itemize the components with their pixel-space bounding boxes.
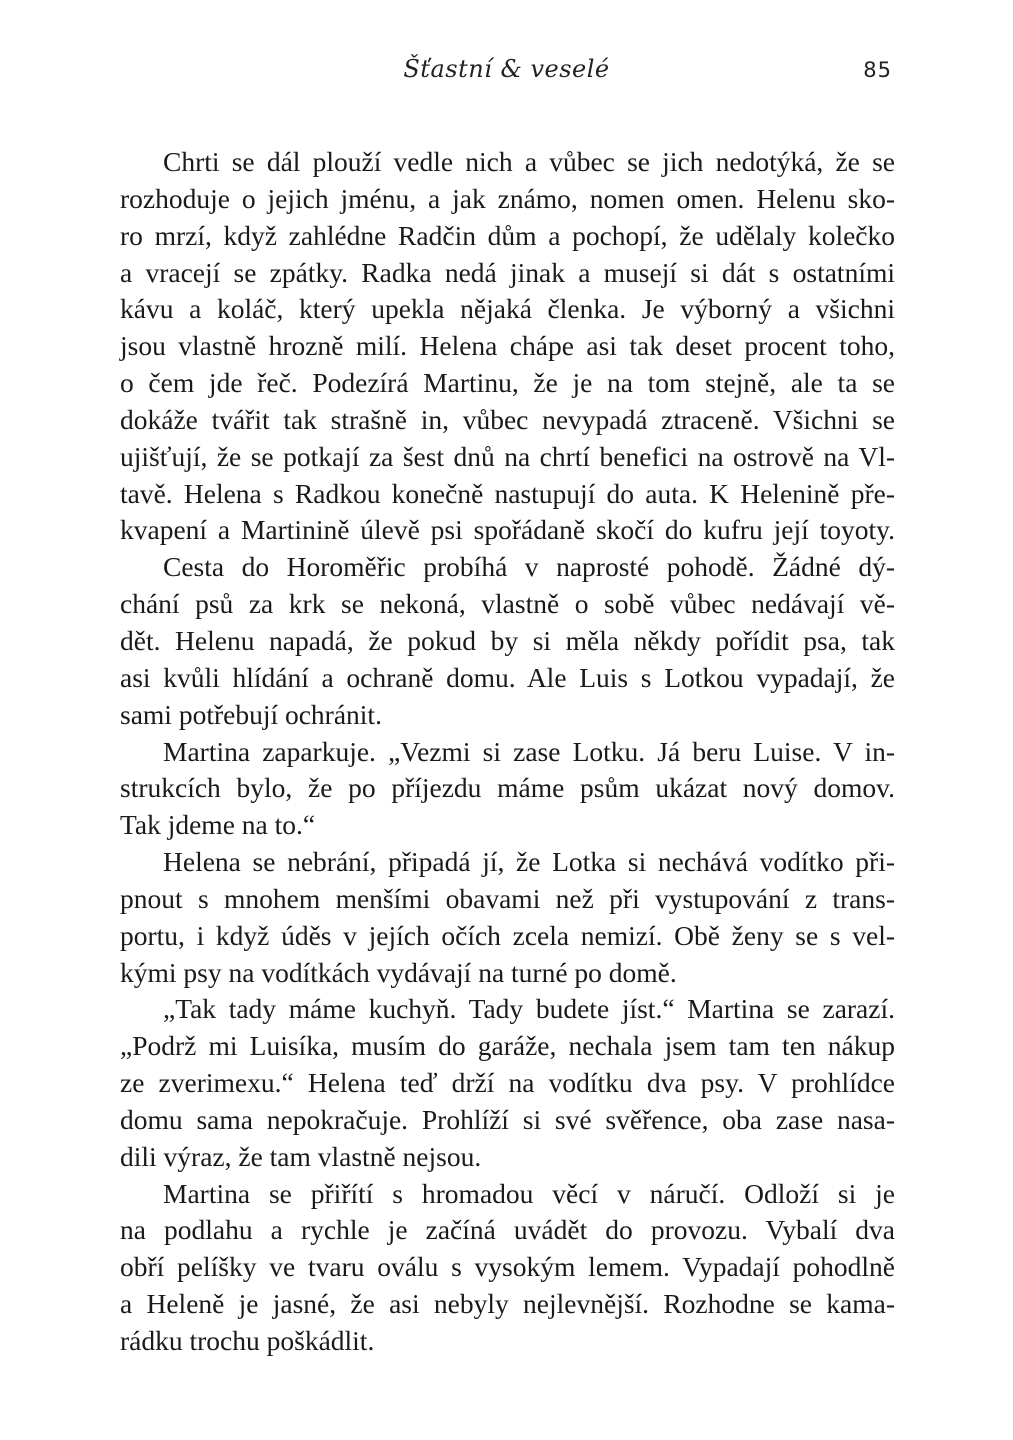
text-line: Chrti se dál plouží vedle nich a vůbec se jich nedotýká, že se bbox=[163, 146, 895, 177]
body-text bbox=[120, 144, 895, 1360]
text-line: o čem jde řeč. Podezírá Martinu, že je na tom stejně, ale ta se bbox=[120, 367, 895, 399]
paragraph bbox=[120, 844, 895, 991]
text-line: asi kvůli hlídání a ochraně domu. Ale Luis s Lotkou vypadají, že bbox=[120, 661, 895, 693]
text-line: kávu a koláč, který upekla nějaká členka. Je výborný a všichni bbox=[120, 293, 895, 325]
text-line: jsou vlastně hrozně milí. Helena chápe asi tak deset procent toho, bbox=[120, 330, 895, 362]
text-line: dokáže tvářit tak strašně in, vůbec nevypadá ztraceně. Všichni se bbox=[120, 403, 895, 435]
text-line: kými psy na vodítkách vydávají na turné po domě. bbox=[120, 956, 677, 988]
paragraph bbox=[120, 1176, 895, 1360]
text-line: ze zverimexu.“ Helena teď drží na vodítku dva psy. V prohlídce bbox=[120, 1067, 895, 1099]
text-line: tavě. Helena s Radkou konečně nastupují do auta. K Helenině pře- bbox=[120, 477, 895, 509]
paragraph bbox=[120, 549, 895, 733]
text-line: Cesta do Horoměřic probíhá v naprosté pohodě. Žádné dý- bbox=[163, 551, 895, 583]
text-line: chání psů za krk se nekoná, vlastně o sobě vůbec nedávají vě- bbox=[120, 588, 895, 620]
header-title: Šťastní & veselé bbox=[403, 55, 610, 83]
text-line: ro mrzí, když zahlédne Radčin dům a pochopí, že udělaly kolečko bbox=[120, 219, 895, 251]
text-line: kvapení a Martinině úlevě psi spořádaně skočí do kufru její toyoty. bbox=[120, 514, 895, 546]
text-line: ujišťují, že se potkají za šest dnů na chrtí benefici na ostrově na Vl- bbox=[120, 440, 895, 472]
text-line: portu, i když úděs v jejích očích zcela nemizí. Obě ženy se s vel- bbox=[120, 919, 895, 951]
text-line: rádku trochu poškádlit. bbox=[120, 1325, 375, 1356]
text-line: „Tak tady máme kuchyň. Tady budete jíst.“ Martina se zarazí. bbox=[163, 993, 895, 1025]
paragraph bbox=[120, 144, 895, 549]
text-line: a vracejí se zpátky. Radka nedá jinak a musejí si dát s ostatními bbox=[120, 256, 895, 288]
text-line: Martina zaparkuje. „Vezmi si zase Lotku. Já beru Luise. V in- bbox=[163, 735, 895, 767]
text-line: Helena se nebrání, připadá jí, že Lotka si nechává vodítko při- bbox=[163, 846, 895, 878]
text-line: dět. Helenu napadá, že pokud by si měla někdy pořídit psa, tak bbox=[120, 624, 895, 656]
text-line: a Heleně je jasné, že asi nebyly nejlevnější. Rozhodne se kama- bbox=[120, 1288, 895, 1320]
text-line: Martina se přiřítí s hromadou věcí v náručí. Odloží si je bbox=[163, 1177, 895, 1209]
text-line: „Podrž mi Luisíka, musím do garáže, nechala jsem tam ten nákup bbox=[120, 1030, 895, 1062]
text-line: domu sama nepokračuje. Prohlíží si své svěřence, oba zase nasa- bbox=[120, 1103, 895, 1135]
text-line: Tak jdeme na to.“ bbox=[120, 809, 316, 841]
text-line: strukcích bylo, že po příjezdu máme psům ukázat nový domov. bbox=[120, 772, 895, 804]
text-line: pnout s mnohem menšími obavami než při vystupování z trans- bbox=[120, 882, 895, 914]
text-line: na podlahu a rychle je začíná uvádět do provozu. Vybalí dva bbox=[120, 1214, 895, 1246]
text-line: obří pelíšky ve tvaru oválu s vysokým lemem. Vypadají pohodlně bbox=[120, 1251, 895, 1283]
paragraph bbox=[120, 734, 895, 845]
paragraph bbox=[120, 991, 895, 1175]
text-line: rozhoduje o jejich jménu, a jak známo, nomen omen. Helenu sko- bbox=[120, 182, 895, 214]
page-number: 85 bbox=[863, 58, 892, 82]
text-line: dili výraz, že tam vlastně nejsou. bbox=[120, 1140, 482, 1172]
text-line: sami potřebují ochránit. bbox=[120, 698, 382, 730]
